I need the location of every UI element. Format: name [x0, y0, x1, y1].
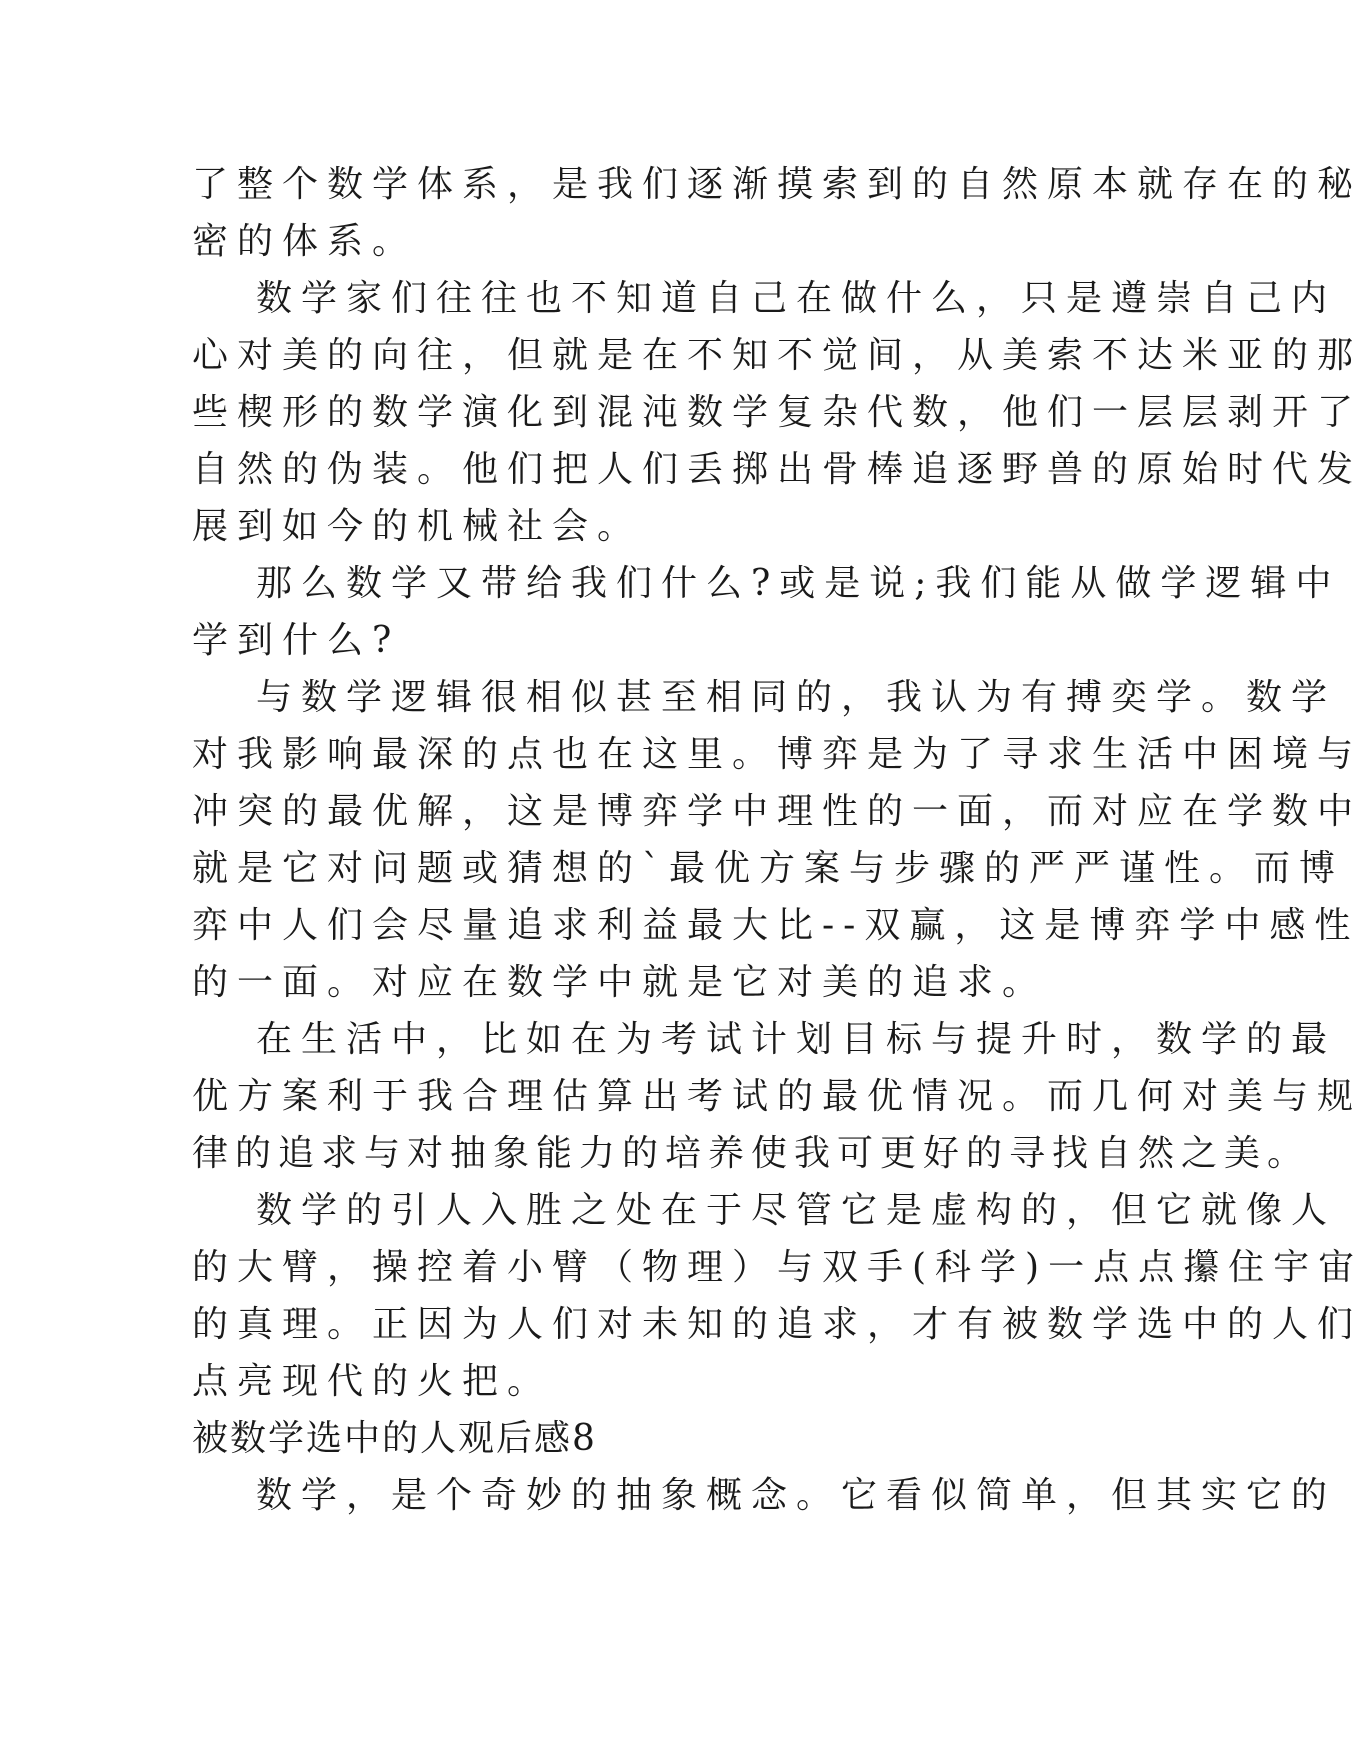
text-line: 优方案利于我合理估算出考试的最优情况。而几何对美与规 — [192, 1076, 1363, 1117]
text-line: 点亮现代的火把。 — [192, 1361, 553, 1402]
paragraph-first-line: 在生活中，比如在为考试计划目标与提升时，数学的最 — [256, 1019, 1337, 1060]
text-line: 密的体系。 — [192, 221, 418, 262]
section-heading: 被数学选中的人观后感8 — [192, 1418, 597, 1459]
text-line: 对我影响最深的点也在这里。博弈是为了寻求生活中困境与 — [192, 734, 1363, 775]
paragraph-first-line: 数学家们往往也不知道自己在做什么，只是遵崇自己内 — [256, 278, 1337, 319]
paragraph-first-line: 数学的引人入胜之处在于尽管它是虚构的，但它就像人 — [256, 1190, 1337, 1231]
text-line: 自然的伪装。他们把人们丢掷出骨棒追逐野兽的原始时代发 — [192, 449, 1363, 490]
text-line: 展到如今的机械社会。 — [192, 506, 643, 547]
text-line: 学到什么? — [192, 620, 401, 661]
text-line: 的大臂，操控着小臂（物理）与双手(科学)一点点攥住宇宙 — [192, 1247, 1363, 1288]
paragraph-first-line: 数学，是个奇妙的抽象概念。它看似简单，但其实它的 — [256, 1475, 1337, 1516]
text-line: 的真理。正因为人们对未知的追求，才有被数学选中的人们 — [192, 1304, 1363, 1345]
text-line: 的一面。对应在数学中就是它对美的追求。 — [192, 962, 1048, 1003]
text-line: 弈中人们会尽量追求利益最大比--双赢，这是博弈学中感性 — [192, 905, 1360, 946]
text-line: 了整个数学体系，是我们逐渐摸索到的自然原本就存在的秘 — [192, 164, 1363, 205]
text-line: 律的追求与对抽象能力的培养使我可更好的寻找自然之美。 — [192, 1133, 1311, 1174]
text-line: 就是它对问题或猜想的`最优方案与步骤的严严谨性。而博 — [192, 848, 1345, 889]
paragraph-first-line: 与数学逻辑很相似甚至相同的，我认为有搏奕学。数学 — [256, 677, 1337, 718]
text-line: 心对美的向往，但就是在不知不觉间，从美索不达米亚的那 — [192, 335, 1363, 376]
paragraph-first-line: 那么数学又带给我们什么?或是说;我们能从做学逻辑中 — [256, 563, 1341, 604]
text-line: 些楔形的数学演化到混沌数学复杂代数，他们一层层剥开了 — [192, 392, 1363, 433]
text-line: 冲突的最优解，这是博弈学中理性的一面，而对应在学数中 — [192, 791, 1363, 832]
